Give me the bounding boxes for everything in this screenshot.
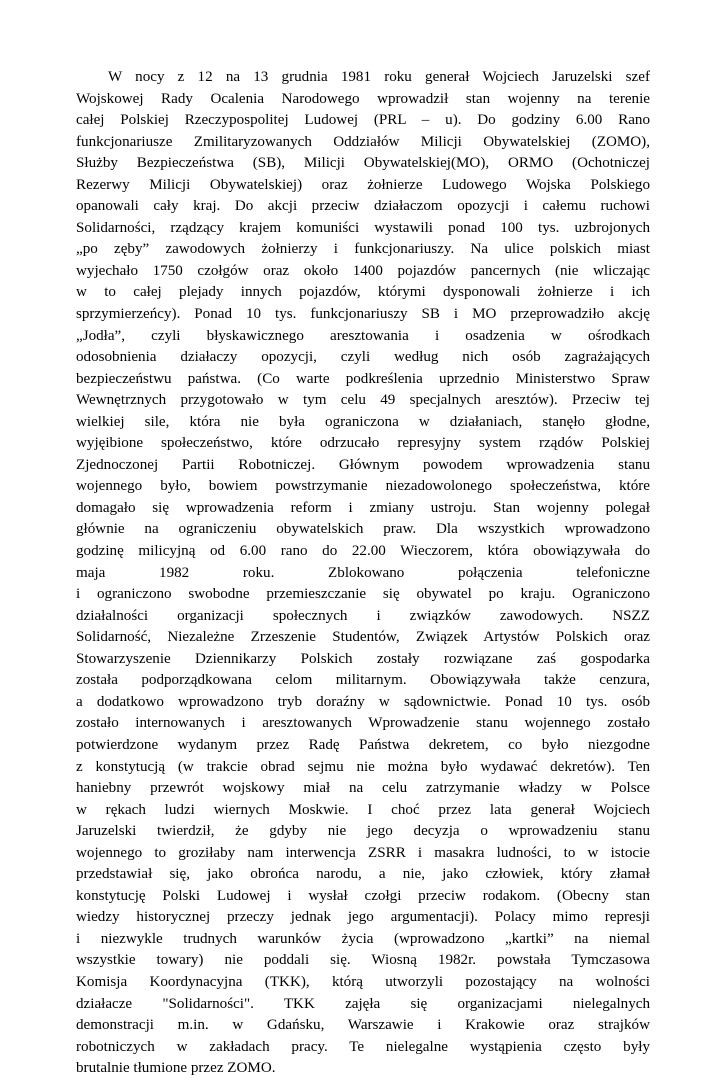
body-paragraph	[76, 67, 650, 1080]
text-line: w rękach ludzi wiernych Moskwie. I choć przez lata generał Wojciech	[76, 801, 650, 818]
text-line: wyjechało 1750 czołgów oraz około 1400 pojazdów pancernych (nie wliczając	[76, 262, 650, 279]
text-line: wszystkie towary) nie poddali się. Wiosną 1982r. powstała Tymczasowa	[76, 952, 650, 969]
text-line: została podporządkowana celom militarnym. Obowiązywała także cenzura,	[76, 672, 650, 689]
text-line: konstytucję Polski Ludowej i wysłał czołgi przeciw rodakom. (Obecny stan	[76, 887, 650, 904]
text-line: opanowali cały kraj. Do akcji przeciw działaczom opozycji i całemu ruchowi	[76, 198, 650, 215]
text-line: brutalnie tłumione przez ZOMO.	[76, 1060, 276, 1077]
text-line: Solidarność, Niezależne Zrzeszenie Studentów, Związek Artystów Polskich oraz	[76, 629, 650, 646]
text-line: głównie na ograniczeniu obywatelskich praw. Dla wszystkich wprowadzono	[76, 521, 650, 538]
text-line: Wojskowej Rady Ocalenia Narodowego wprowadził stan wojenny na terenie	[76, 90, 650, 107]
text-line: Służby Bezpieczeństwa (SB), Milicji Obywatelskiej(MO), ORMO (Ochotniczej	[76, 155, 650, 172]
text-line: godzinę milicyjną od 6.00 rano do 22.00 Wieczorem, która obowiązywała do	[76, 543, 650, 560]
text-line: Wewnętrznych przygotowało w tym celu 49 specjalnych aresztów). Przeciw tej	[76, 392, 650, 409]
text-line: i ograniczono swobodne przemieszczanie się obywatel po kraju. Ograniczono	[76, 586, 650, 603]
text-line: i niezwykle trudnych warunków życia (wprowadzono „kartki” na niemal	[76, 930, 650, 947]
text-line: z konstytucją (w trakcie obrad sejmu nie można było wydawać dekretów). Ten	[76, 758, 650, 775]
text-line: W nocy z 12 na 13 grudnia 1981 roku generał Wojciech Jaruzelski szef	[108, 69, 650, 85]
text-line: bezpieczeństwu państwa. (Co warte podkreślenia uprzednio Ministerstwo Spraw	[76, 370, 650, 387]
text-line: całej Polskiej Rzeczypospolitej Ludowej (PRL – u). Do godziny 6.00 Rano	[76, 112, 650, 129]
text-line: potwierdzone wydanym przez Radę Państwa dekretem, co było niezgodne	[76, 736, 650, 753]
text-line: Jaruzelski twierdził, że gdyby nie jego decyzja o wprowadzeniu stanu	[76, 823, 650, 840]
text-line: wojennego było, bowiem powstrzymanie niezadowolonego społeczeństwa, które	[76, 478, 650, 495]
text-line: wielkiej sile, która nie była ograniczona w działaniach, stanęło głodne,	[76, 413, 650, 430]
text-line: „Jodła”, czyli błyskawicznego aresztowania i osadzenia w ośrodkach	[76, 327, 650, 344]
text-line: a dodatkowo wprowadzono tryb doraźny w sądownictwie. Ponad 10 tys. osób	[76, 693, 650, 710]
text-line: zostało internowanych i aresztowanych Wprowadzenie stanu wojennego zostało	[76, 715, 650, 732]
text-line: działalności organizacji społecznych i związków zawodowych. NSZZ	[76, 607, 650, 624]
text-line: wyjęibione społeczeństwo, które odrzucało represyjny system rządów Polskiej	[76, 435, 650, 452]
text-line: Rezerwy Milicji Obywatelskiej) oraz żołnierze Ludowego Wojska Polskiego	[76, 176, 650, 193]
text-line: Solidarności, rządzący krajem komuniści wystawili ponad 100 tys. uzbrojonych	[76, 219, 650, 236]
text-line: wojennego to groziłaby nam interwencja ZSRR i masakra ludności, to w istocie	[76, 844, 650, 861]
text-line: przedstawiał się, jako obrońca narodu, a nie, jako człowiek, który złamał	[76, 866, 650, 883]
text-line: Stowarzyszenie Dziennikarzy Polskich zostały rozwiązane zaś gospodarka	[76, 650, 650, 667]
text-line: „po zęby” zawodowych żołnierzy i funkcjonariuszy. Na ulice polskich miast	[76, 241, 650, 258]
text-line: haniebny przewrót wojskowy miał na celu zatrzymanie władzy w Polsce	[76, 780, 650, 797]
text-line: sprzymierzeńcy). Ponad 10 tys. funkcjonariuszy SB i MO przeprowadziło akcję	[76, 306, 650, 323]
text-line: maja 1982 roku. Zblokowano połączenia telefoniczne	[76, 564, 650, 581]
text-line: działacze "Solidarności". TKK zajęła się organizacjami nielegalnych	[76, 995, 650, 1012]
text-line: robotniczych w zakładach pracy. Te nielegalne wystąpienia często były	[76, 1038, 650, 1055]
text-line: w to całej plejady innych pojazdów, którymi dysponowali żołnierze i ich	[76, 284, 650, 301]
text-line: Zjednoczonej Partii Robotniczej. Głównym powodem wprowadzenia stanu	[76, 456, 650, 473]
text-line: wiedzy historycznej przeczy jednak jego argumentacji). Polacy mimo represji	[76, 909, 650, 926]
text-line: odosobnienia działaczy opozycji, czyli według nich osób zagrażających	[76, 349, 650, 366]
text-line: funkcjonariusze Zmilitaryzowanych Oddziałów Milicji Obywatelskiej (ZOMO),	[76, 133, 650, 150]
text-line: domagało się wprowadzenia reform i zmiany ustroju. Stan wojenny polegał	[76, 499, 650, 516]
text-line: demonstracji m.in. w Gdańsku, Warszawie i Krakowie oraz strajków	[76, 1017, 650, 1034]
text-line: Komisja Koordynacyjna (TKK), którą utworzyli pozostający na wolności	[76, 973, 650, 990]
